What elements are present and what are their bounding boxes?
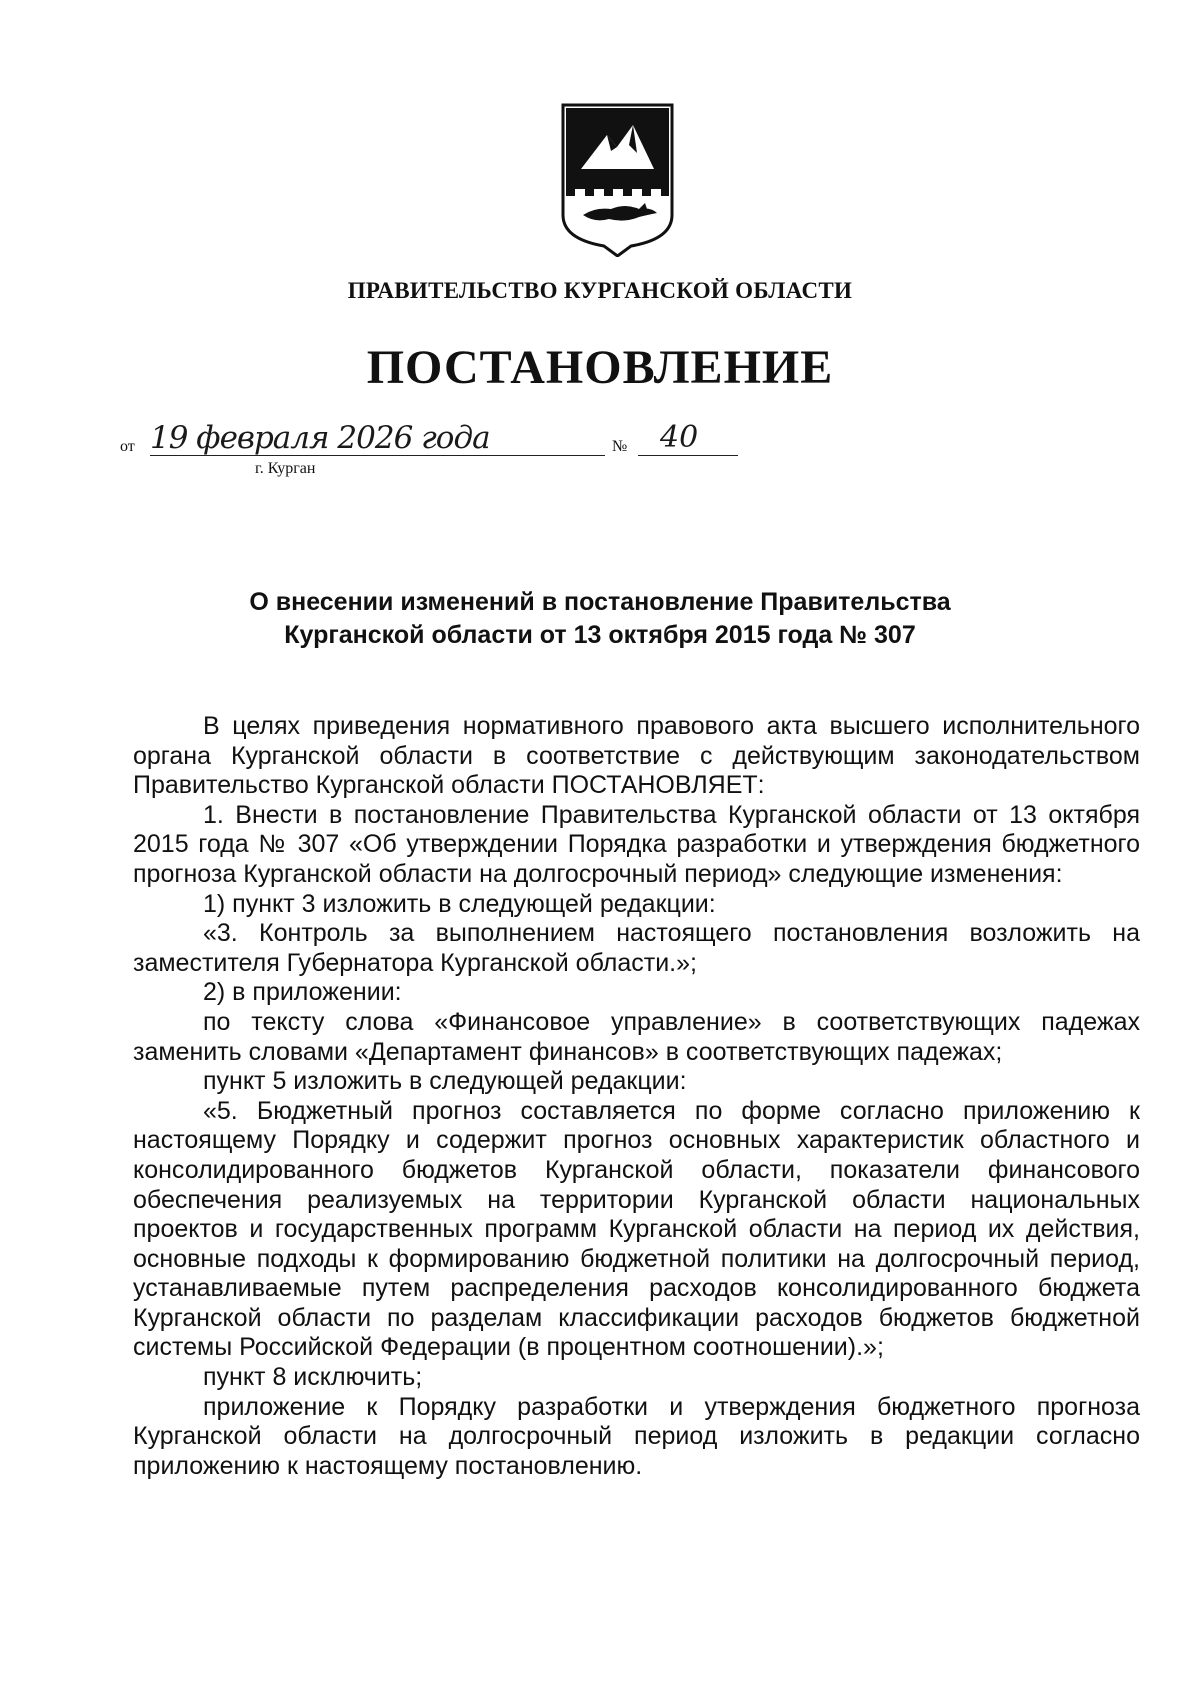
handwritten-number: 40 xyxy=(660,420,699,455)
paragraph-point-5: пункт 5 изложить в следующей редакции: xyxy=(203,1067,687,1096)
coat-of-arms-icon xyxy=(559,103,676,257)
subject-line-1: О внесении изменений в постановление Правительства xyxy=(249,588,951,616)
number-underline xyxy=(638,455,738,456)
document-subject xyxy=(0,586,1200,652)
paragraph-quote-3: «3. Контроль за выполнением настоящего постановления возложить на заместителя Губернатора Курганской области.»; xyxy=(133,919,1140,977)
number-prefix: № xyxy=(612,438,628,455)
paragraph-appendix: приложение к Порядку разработки и утверждения бюджетного прогноза Курганской области на долгосрочный период изложить в редакции согласно приложению к настоящему постановлению. xyxy=(133,1392,1140,1480)
document-body xyxy=(133,712,1140,1481)
paragraph-subitem-2: 2) в приложении: xyxy=(203,978,402,1007)
paragraph-subitem-1: 1) пункт 3 изложить в следующей редакции: xyxy=(203,889,716,918)
date-prefix: от xyxy=(120,438,135,455)
handwritten-date: 19 февраля 2026 года xyxy=(150,420,490,456)
paragraph-point-8: пункт 8 исключить; xyxy=(203,1363,423,1392)
document-type-heading: ПОСТАНОВЛЕНИЕ xyxy=(366,341,834,394)
government-name: ПРАВИТЕЛЬСТВО КУРГАНСКОЙ ОБЛАСТИ xyxy=(347,278,853,303)
paragraph-quote-5: «5. Бюджетный прогноз составляется по форме согласно приложению к настоящему Порядку и содержит прогноз основных характеристик областного и консолидированного бюджетов Курганской области, показатели финансового обеспечения реализуемых на территории Курганской области национальных проектов и государственных программ Курганской области на период их действия, основные подходы к формированию бюджетной политики на долгосрочный период, устанавливаемые путем распределения расходов консолидированного бюджета Курганской области по разделам классификации расходов бюджетов бюджетной системы Российской Федерации (в процентном соотношении).»; xyxy=(133,1096,1140,1362)
paragraph-replace-words: по тексту слова «Финансовое управление» в соответствующих падежах заменить словами «Департамент финансов» в соответствующих падежах; xyxy=(133,1007,1140,1066)
date-underline xyxy=(150,455,605,456)
date-number-line xyxy=(120,420,699,480)
paragraph-preamble: В целях приведения нормативного правового акта высшего исполнительного органа Курганской области в соответствие с действующим законодательством Правительство Курганской области ПОСТАНОВЛЯЕТ: xyxy=(133,712,1140,800)
subject-line-2: Курганской области от 13 октября 2015 года № 307 xyxy=(284,621,916,649)
city: г. Курган xyxy=(255,460,316,477)
paragraph-item-1: 1. Внести в постановление Правительства Курганской области от 13 октября 2015 года № 307 «Об утверждении Порядка разработки и утверждения бюджетного прогноза Курганской области на долгосрочный период» следующие изменения: xyxy=(133,800,1140,888)
